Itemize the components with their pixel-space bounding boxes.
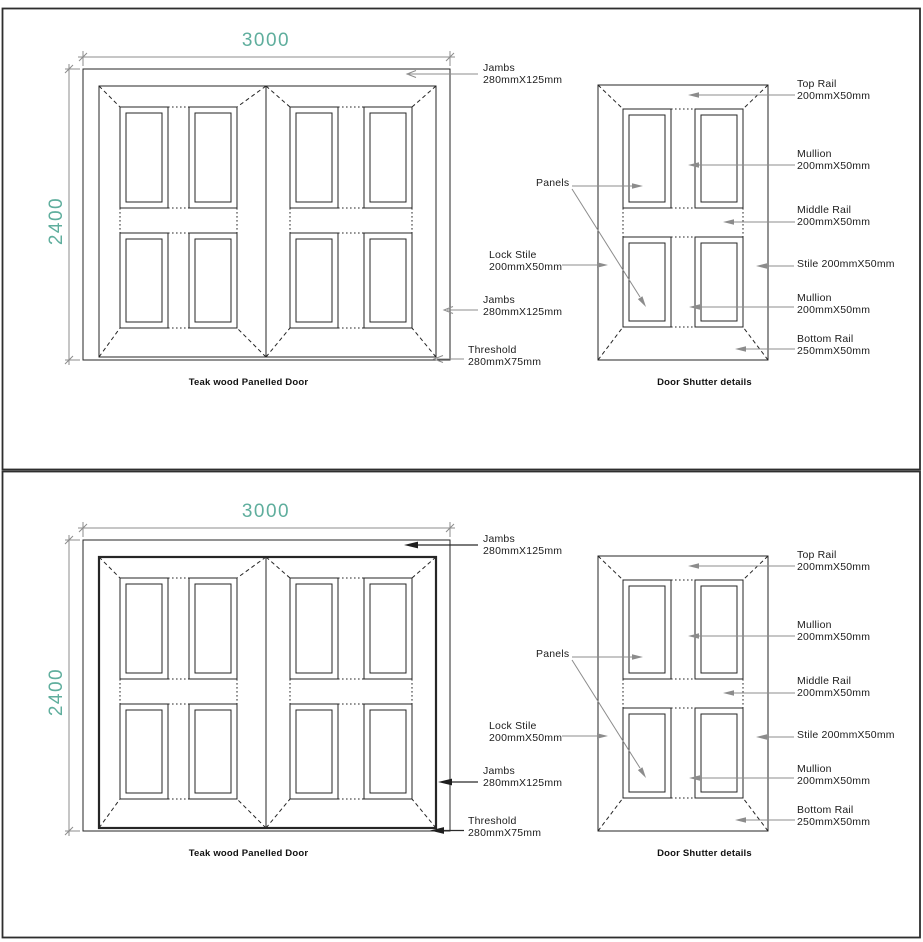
annotation-name: Middle Rail bbox=[797, 675, 852, 687]
annotation-name: Jambs bbox=[483, 294, 515, 306]
annotation-name: Panels bbox=[536, 177, 570, 189]
shutter-caption: Door Shutter details bbox=[657, 377, 752, 388]
annotation-size: 200mmX50mm bbox=[797, 159, 871, 172]
annotation-name: Top Rail bbox=[797, 78, 837, 90]
label-jambs-top bbox=[483, 63, 562, 86]
annotation-size: 200mmX50mm bbox=[489, 260, 563, 273]
sheet-bottom-labels bbox=[0, 471, 923, 942]
annotation-name: Bottom Rail bbox=[797, 804, 854, 816]
label-lock-stile bbox=[489, 250, 562, 273]
label-jambs-top bbox=[483, 534, 562, 557]
label-threshold bbox=[468, 345, 541, 368]
annotation-size: 200mmX50mm bbox=[489, 731, 563, 744]
width-dimension: 3000 bbox=[241, 501, 291, 522]
label-jambs-side bbox=[483, 766, 562, 789]
annotation-size: 200mmX50mm bbox=[797, 89, 871, 102]
label-mullion-lower bbox=[797, 764, 870, 787]
annotation-name: Panels bbox=[536, 648, 570, 660]
width-dimension: 3000 bbox=[241, 30, 291, 51]
label-threshold bbox=[468, 816, 541, 839]
annotation-name: Mullion bbox=[797, 619, 832, 631]
annotation-name: Stile 200mmX50mm bbox=[797, 729, 895, 741]
label-lock-stile bbox=[489, 721, 562, 744]
annotation-size: 280mmX125mm bbox=[483, 544, 563, 557]
label-mullion-upper bbox=[797, 620, 870, 643]
annotation-size: 200mmX50mm bbox=[797, 774, 871, 787]
annotation-size: 250mmX50mm bbox=[797, 344, 871, 357]
annotation-size: 200mmX50mm bbox=[797, 630, 871, 643]
annotation-name: Jambs bbox=[483, 765, 515, 777]
door-caption: Teak wood Panelled Door bbox=[188, 848, 309, 859]
annotation-size: 200mmX50mm bbox=[797, 303, 871, 316]
annotation-name: Lock Stile bbox=[489, 720, 537, 732]
annotation-name: Bottom Rail bbox=[797, 333, 854, 345]
annotation-size: 280mmX75mm bbox=[468, 355, 542, 368]
annotation-name: Middle Rail bbox=[797, 204, 852, 216]
annotation-name: Jambs bbox=[483, 62, 515, 74]
height-dimension: 2400 bbox=[46, 196, 67, 246]
label-middle-rail bbox=[797, 676, 870, 699]
annotation-name: Threshold bbox=[468, 344, 517, 356]
label-panels bbox=[536, 649, 569, 661]
annotation-name: Stile 200mmX50mm bbox=[797, 258, 895, 270]
annotation-name: Top Rail bbox=[797, 549, 837, 561]
annotation-size: 280mmX125mm bbox=[483, 305, 563, 318]
label-bottom-rail bbox=[797, 334, 870, 357]
door-caption: Teak wood Panelled Door bbox=[188, 377, 309, 388]
label-stile bbox=[797, 730, 895, 742]
label-panels bbox=[536, 178, 569, 190]
annotation-name: Lock Stile bbox=[489, 249, 537, 261]
annotation-size: 280mmX75mm bbox=[468, 826, 542, 839]
annotation-name: Mullion bbox=[797, 148, 832, 160]
annotation-name: Jambs bbox=[483, 533, 515, 545]
label-top-rail bbox=[797, 79, 870, 102]
shutter-caption: Door Shutter details bbox=[657, 848, 752, 859]
height-dimension: 2400 bbox=[46, 667, 67, 717]
annotation-name: Threshold bbox=[468, 815, 517, 827]
label-stile bbox=[797, 259, 895, 271]
label-mullion-lower bbox=[797, 293, 870, 316]
label-middle-rail bbox=[797, 205, 870, 228]
annotation-name: Mullion bbox=[797, 292, 832, 304]
annotation-size: 250mmX50mm bbox=[797, 815, 871, 828]
annotation-name: Mullion bbox=[797, 763, 832, 775]
annotation-size: 280mmX125mm bbox=[483, 776, 563, 789]
label-top-rail bbox=[797, 550, 870, 573]
label-mullion-upper bbox=[797, 149, 870, 172]
annotation-size: 280mmX125mm bbox=[483, 73, 563, 86]
annotation-size: 200mmX50mm bbox=[797, 560, 871, 573]
annotation-size: 200mmX50mm bbox=[797, 686, 871, 699]
label-jambs-side bbox=[483, 295, 562, 318]
annotation-size: 200mmX50mm bbox=[797, 215, 871, 228]
label-bottom-rail bbox=[797, 805, 870, 828]
